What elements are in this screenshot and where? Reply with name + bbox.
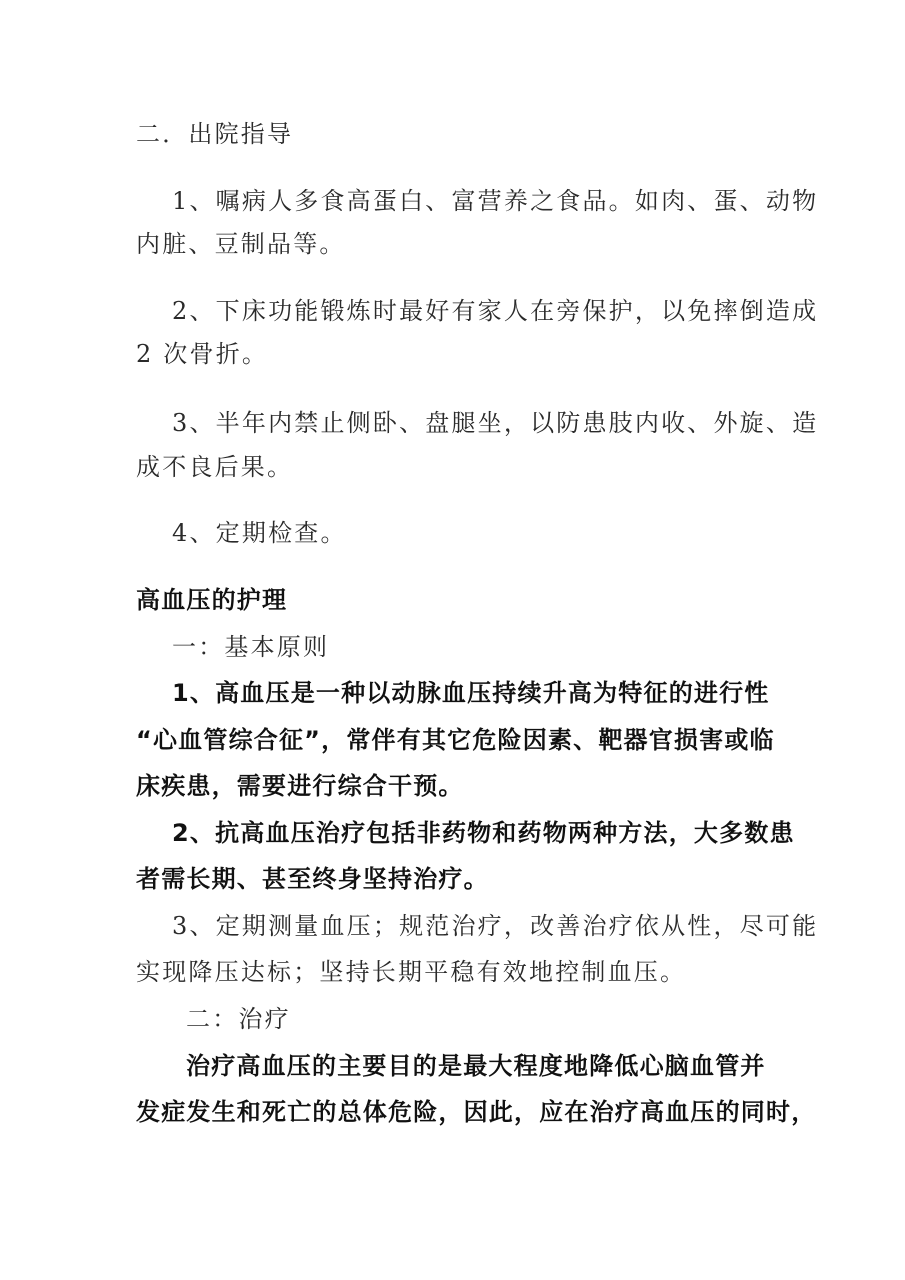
discharge-item-2-line-2: 2 次骨折。	[136, 340, 269, 368]
subsection-heading-basic-principles: 一：基本原则	[172, 633, 330, 661]
principle-3-line-1: 3、定期测量血压；规范治疗，改善治疗依从性，尽可能	[172, 912, 819, 940]
treatment-paragraph-line-1: 治疗高血压的主要目的是最大程度地降低心脑血管并	[186, 1052, 766, 1080]
discharge-item-2-line-1: 2、下床功能锻炼时最好有家人在旁保护，以免摔倒造成	[172, 297, 819, 325]
subsection-heading-treatment: 二：治疗	[186, 1005, 291, 1033]
principle-1-line-2: “心血管综合征”，常伴有其它危险因素、靶器官损害或临	[136, 726, 775, 754]
treatment-paragraph-line-2: 发症发生和死亡的总体危险，因此，应在治疗高血压的同时，	[136, 1098, 817, 1126]
principle-3-line-2: 实现降压达标；坚持长期平稳有效地控制血压。	[136, 958, 687, 986]
principle-2-line-2: 者需长期、甚至终身坚持治疗。	[136, 865, 489, 893]
principle-2-line-1: 2、抗高血压治疗包括非药物和药物两种方法，大多数患	[172, 819, 795, 847]
discharge-heading: 二．出院指导	[136, 120, 294, 148]
section-title: 高血压的护理	[136, 586, 288, 614]
discharge-item-1-line-2: 内脏、豆制品等。	[136, 230, 346, 258]
discharge-item-3-line-2: 成不良后果。	[136, 453, 294, 481]
discharge-item-4: 4、定期检查。	[172, 519, 347, 547]
principle-1-line-1: 1、高血压是一种以动脉血压持续升高为特征的进行性	[172, 679, 770, 707]
principle-1-line-3: 床疾患，需要进行综合干预。	[136, 772, 464, 800]
discharge-item-1-line-1: 1、嘱病人多食高蛋白、富营养之食品。如肉、蛋、动物	[172, 187, 819, 215]
discharge-item-3-line-1: 3、半年内禁止侧卧、盘腿坐，以防患肢内收、外旋、造	[172, 409, 819, 437]
